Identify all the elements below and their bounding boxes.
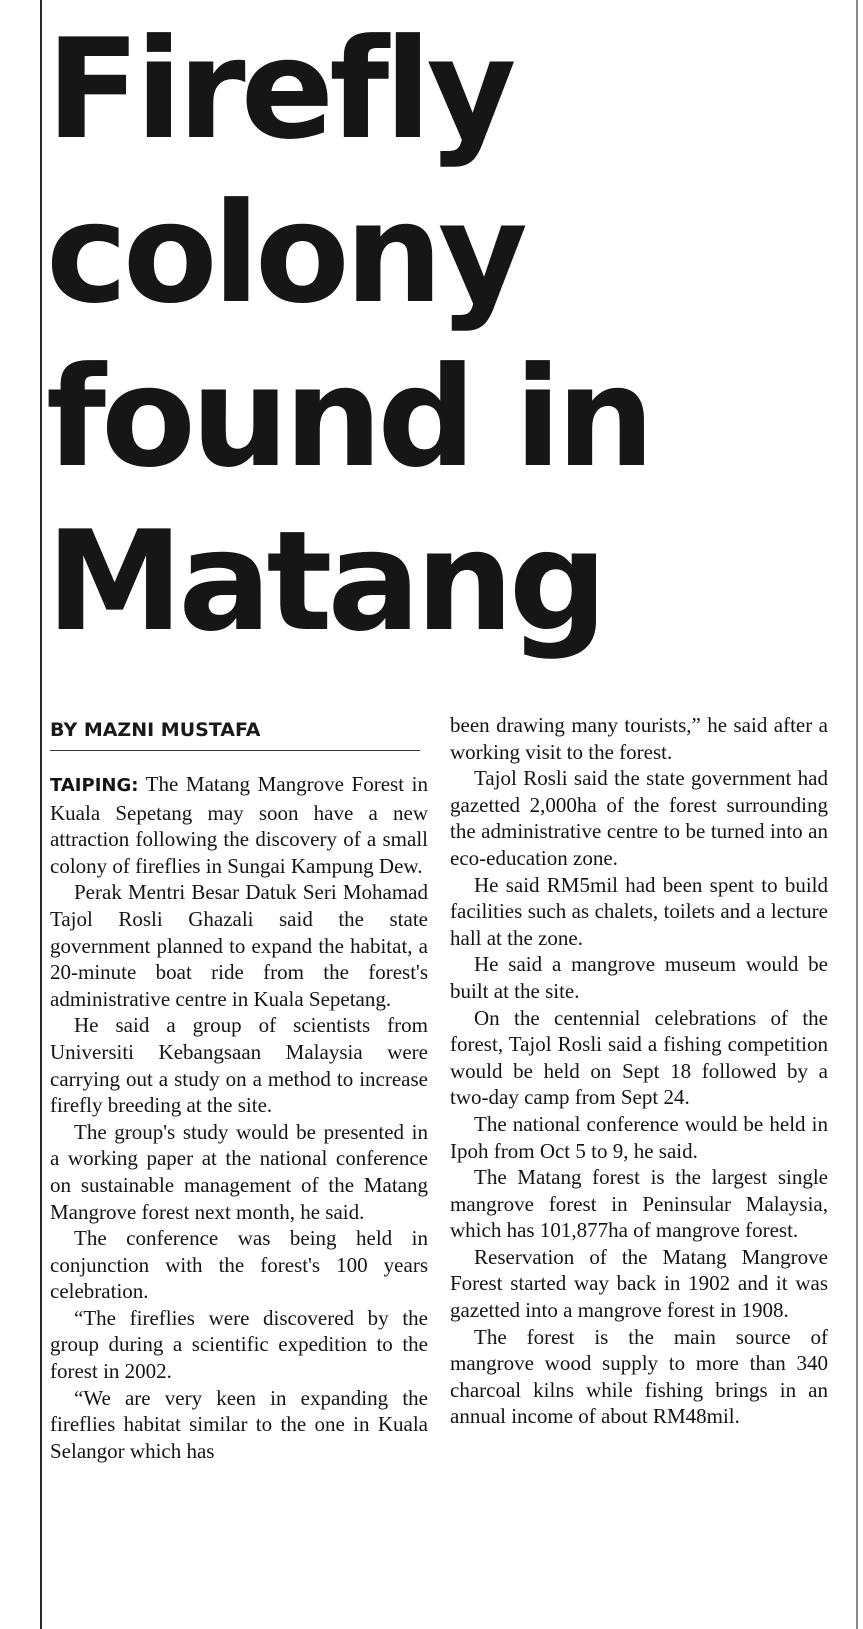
- dateline: TAIPING:: [50, 775, 139, 796]
- article-paragraph: He said a group of scientists from Universiti Kebangsaan Malaysia were carrying out a study on a method to increase firefly breeding at the site.: [50, 1013, 428, 1118]
- article-paragraph: “We are very keen in expanding the fireflies habitat similar to the one in Kuala Selangor which has: [50, 1385, 428, 1463]
- article-paragraph: Reservation of the Matang Mangrove Forest started way back in 1902 and it was gazetted into a mangrove forest in 1908.: [450, 1244, 828, 1323]
- article-paragraph: “The fireflies were discovered by the group during a scientific expedition to the forest in 2002.: [50, 1305, 428, 1384]
- article-paragraph: Perak Mentri Besar Datuk Seri Mohamad Tajol Rosli Ghazali said the state government planned to expand the habitat, a 20-minute boat ride from the forest's administrative centre in Kuala Sepetang.: [50, 880, 428, 1011]
- article-column-left: [50, 771, 428, 1464]
- article-paragraph: The conference was being held in conjunction with the forest's 100 years celebration.: [50, 1226, 428, 1304]
- page-border-left: [40, 0, 42, 1629]
- article-column-right: [450, 712, 828, 1430]
- headline-line: Firefly: [46, 9, 512, 170]
- article-paragraph-continued: been drawing many tourists,” he said after a working visit to the forest.: [450, 713, 828, 764]
- headline: [46, 8, 806, 664]
- article-paragraph: The forest is the main source of mangrove wood supply to more than 340 charcoal kilns while fishing brings in an annual income of about RM48mil.: [450, 1324, 828, 1429]
- headline-line: colony: [46, 173, 523, 334]
- article-paragraph: The national conference would be held in Ipoh from Oct 5 to 9, he said.: [450, 1111, 828, 1163]
- article-paragraph: The Matang forest is the largest single mangrove forest in Peninsular Malaysia, which has 101,877ha of mangrove forest.: [450, 1165, 828, 1243]
- article-paragraph: On the centennial celebrations of the forest, Tajol Rosli said a fishing competition would be held on Sept 18 followed by a two-day camp from Sept 24.: [450, 1005, 828, 1110]
- headline-line: found in: [46, 337, 650, 498]
- article-paragraph: He said a mangrove museum would be built at the site.: [450, 952, 828, 1003]
- paragraph-text: The Matang Mangrove Forest in Kuala Sepetang may soon have a new attraction following the discovery of a small colony of fireflies in Sungai Kampung Dew.: [50, 772, 428, 878]
- byline: BY MAZNI MUSTAFA: [50, 719, 261, 741]
- article-paragraph: The group's study would be presented in a working paper at the national conference on sustainable management of the Matang Mangrove forest next month, he said.: [50, 1119, 428, 1224]
- article-paragraph: He said RM5mil had been spent to build facilities such as chalets, toilets and a lecture hall at the zone.: [450, 872, 828, 950]
- page-border-right: [856, 0, 858, 1629]
- headline-line: Matang: [46, 501, 603, 662]
- byline-divider: [50, 750, 420, 751]
- article-paragraph: Tajol Rosli said the state government had gazetted 2,000ha of the forest surrounding the administrative centre to be turned into an eco-education zone.: [450, 766, 828, 870]
- article-paragraph: [50, 771, 428, 879]
